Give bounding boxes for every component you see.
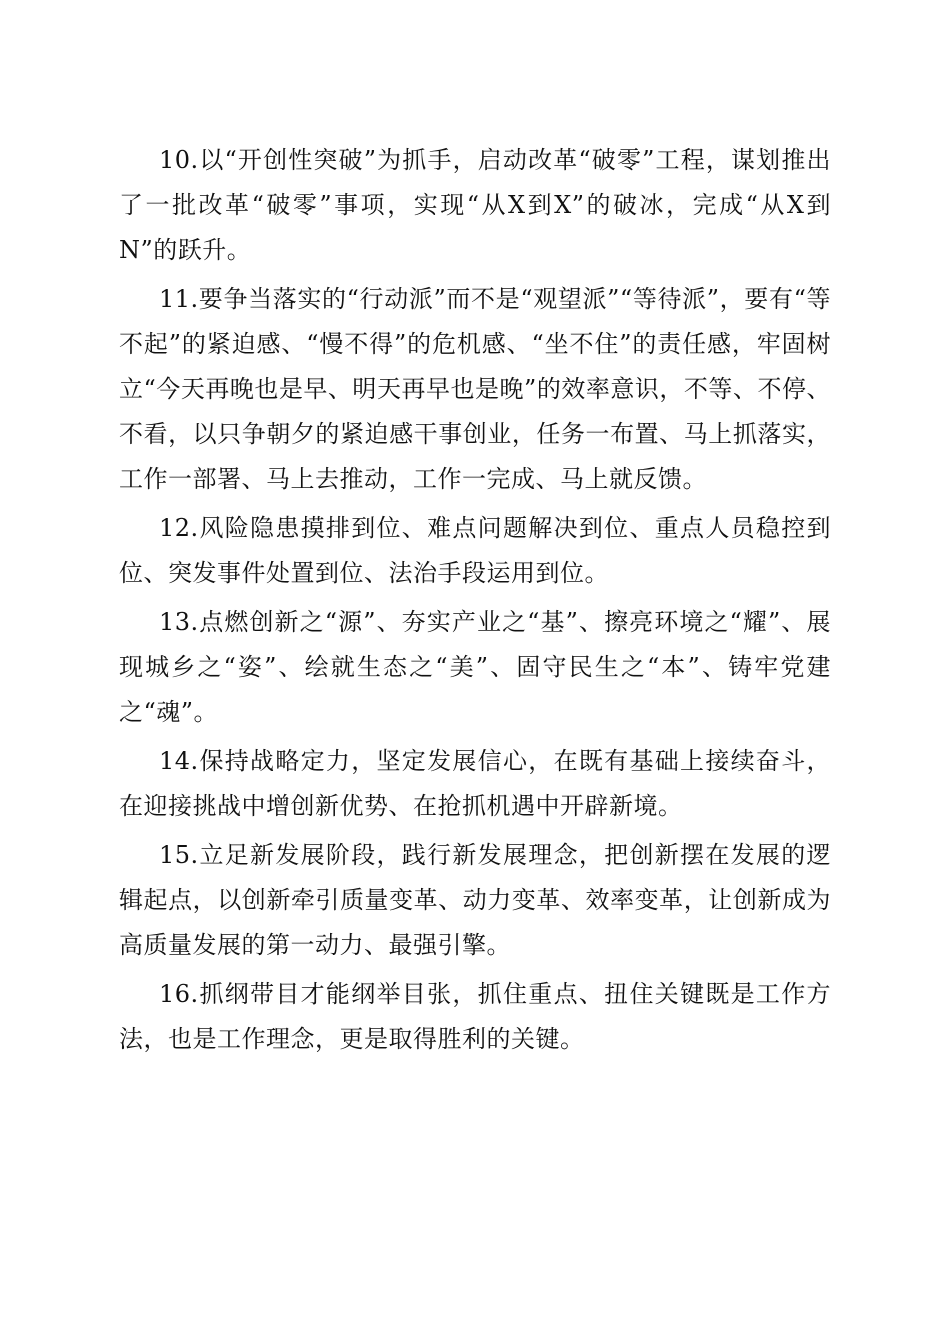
paragraph-10: 10.以“开创性突破”为抓手，启动改革“破零”工程，谋划推出了一批改革“破零”事项，实现“从X到X”的破冰，完成“从X到N”的跃升。: [119, 146, 831, 264]
paragraph-12: 12.风险隐患摸排到位、难点问题解决到位、重点人员稳控到位、突发事件处置到位、法治手段运用到位。: [119, 514, 831, 587]
paragraph-11: 11.要争当落实的“行动派”而不是“观望派”“等待派”，要有“等不起”的紧迫感、“慢不得”的危机感、“坐不住”的责任感，牢固树立“今天再晚也是早、明天再早也是晚”的效率意识，不等、不停、不看，以只争朝夕的紧迫感干事创业，任务一布置、马上抓落实，工作一部署、马上去推动，工作一完成、马上就反馈。: [119, 285, 831, 493]
paragraph-15: 15.立足新发展阶段，践行新发展理念，把创新摆在发展的逻辑起点，以创新牵引质量变革、动力变革、效率变革，让创新成为高质量发展的第一动力、最强引擎。: [119, 841, 831, 959]
document-body: [119, 138, 831, 1066]
paragraph-13: 13.点燃创新之“源”、夯实产业之“基”、擦亮环境之“耀”、展现城乡之“姿”、绘就生态之“美”、固守民生之“本”、铸牢党建之“魂”。: [119, 608, 831, 726]
paragraph-16: 16.抓纲带目才能纲举目张，抓住重点、扭住关键既是工作方法，也是工作理念，更是取得胜利的关键。: [119, 980, 831, 1053]
paragraph-14: 14.保持战略定力，坚定发展信心，在既有基础上接续奋斗，在迎接挑战中增创新优势、在抢抓机遇中开辟新境。: [119, 747, 831, 820]
